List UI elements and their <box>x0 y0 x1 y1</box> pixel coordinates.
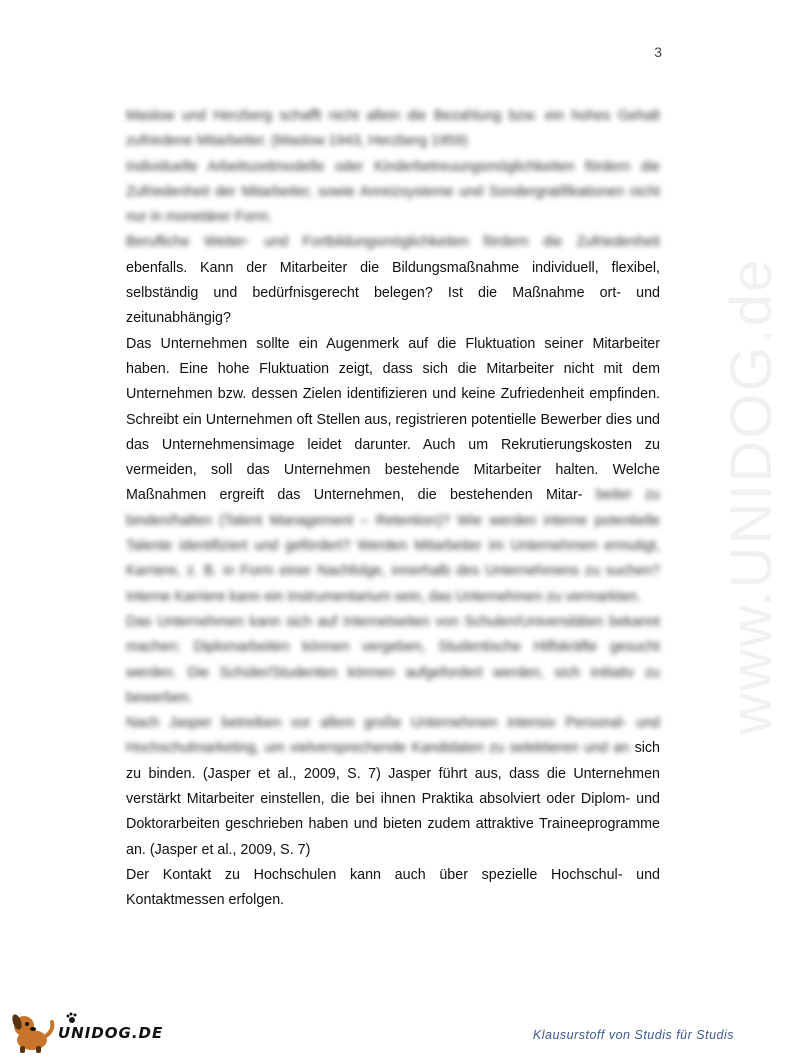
paw-icon <box>66 1012 78 1024</box>
visible-text: ebenfalls. Kann der Mitarbeiter die Bildungsmaßnahme individuell, flexibel, selbständig und bedürfnisgerecht belegen? Ist die Maßnahme ort- und zeitunabhängig? <box>126 259 660 327</box>
paragraph <box>126 863 660 914</box>
blurred-text: Individuelle Arbeitszeitmodelle oder Kinderbetreuungsmöglichkeiten fördern die Zufriedenheit der Mitarbeiter, sowie Anreizsysteme und Sondergratifikationen nicht nur in monetärer Form. <box>126 158 660 226</box>
paragraph <box>126 332 660 610</box>
visible-text: Das Unternehmen sollte ein Augenmerk auf die Fluktuation seiner Mitarbeiter haben. Eine hohe Fluktuation zeigt, dass sich die Mitarbeiter nicht mit dem Unternehmen bzw. dessen Zielen identifizieren und keine Zufriedenheit empfinden. Schreibt ein Unternehmen oft Stellen aus, registrieren potentielle Bewerber dies und das Unternehmensimage leidet darunter. Auch um Rekrutierungskosten zu vermeiden, soll das Unternehmen bestehende Mitarbeiter halten. Welche Maßnahmen ergreift das Unternehmen, die bestehenden Mitar- <box>126 335 660 504</box>
paragraph <box>126 610 660 711</box>
paragraph <box>126 104 660 155</box>
visible-text: sich zu binden. (Jasper et al., 2009, S. 7) Jasper führt aus, dass die Unternehmen verstärkt Mitarbeiter einstellen, die bei ihnen Praktika absolviert oder Diplom- und Doktorarbeiten geschrieben haben und bieten zudem attraktive Traineeprogramme an. (Jasper et al., 2009, S. 7) <box>126 740 660 858</box>
watermark: www.UNIDOG.de <box>719 257 784 735</box>
blurred-text: Maslow und Herzberg schafft nicht allein die Bezahlung bzw. ein hohes Gehalt zufriedene Mitarbeiter. (Maslow 1943, Herzberg 1959) <box>126 108 660 150</box>
paragraph <box>126 711 660 863</box>
unidog-logo <box>8 1010 164 1054</box>
document-body <box>126 104 660 914</box>
footer-tagline: Klausurstoff von Studis für Studis <box>532 1028 734 1042</box>
blurred-text: Berufliche Weiter- und Fortbildungsmöglichkeiten fördern die Zufriedenheit <box>126 234 660 251</box>
page-number: 3 <box>654 44 662 60</box>
blurred-text: Nach Jasper betreiben vor allem große Unternehmen intensiv Personal- und Hochschulmarketing, um vielversprechende Kandidaten zu selektieren und an <box>126 715 660 757</box>
visible-text: Der Kontakt zu Hochschulen kann auch über spezielle Hochschul- und Kontaktmessen erfolgen. <box>126 866 660 909</box>
paragraph <box>126 230 660 331</box>
blurred-text: Das Unternehmen kann sich auf Internetseiten von Schulen/Universitäten bekannt machen: Diplomarbeiten können vergeben, Studentische Hilfskräfte gesucht werden. Die Schüler/Studenten können aufgefordert werden, sich initiativ zu bewerben. <box>126 613 660 706</box>
dog-icon <box>8 1010 56 1054</box>
paragraph <box>126 155 660 231</box>
blurred-text: beiter zu binden/halten (Talent Management – Retention)? Wie werden interne potentielle Talente identifiziert und gefördert? Werden Mitarbeiter im Unternehmen ermutigt, Karriere, z. B. in Form einer Nachfolge, innerhalb des Unternehmens zu suchen? Interne Karriere kann ein Instrumentarium sein, das Unternehmen zu vermarkten. <box>126 487 660 605</box>
logo-text: UNIDOG.DE <box>58 1024 164 1042</box>
